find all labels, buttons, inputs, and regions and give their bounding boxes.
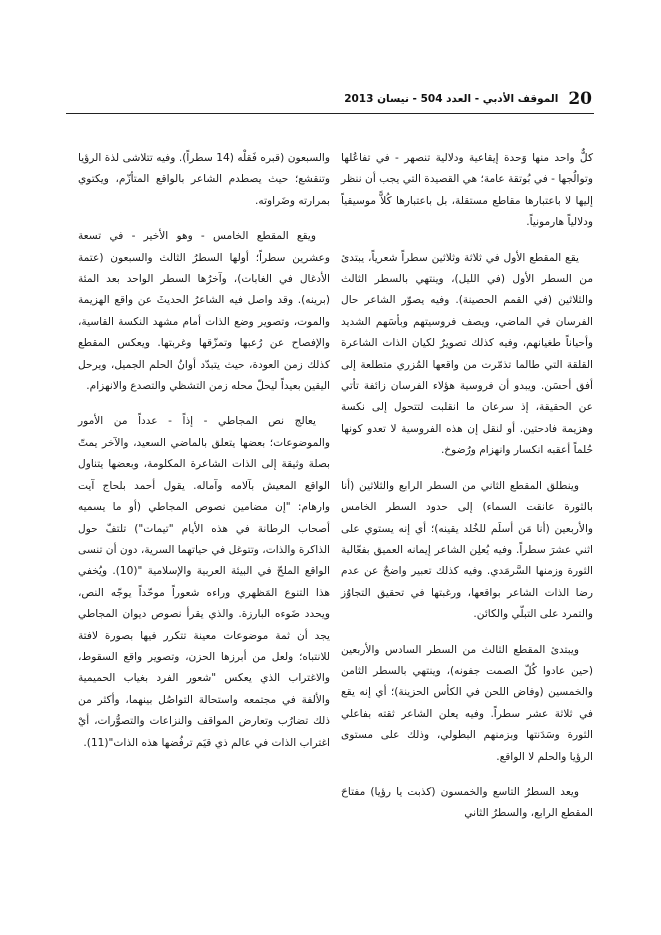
paragraph: يعالج نص المجاطي - إذاً - عدداً من الأمور والموضوعات؛ بعضها يتعلق بالماضي السعيد، والآخر يمتّ بصلة وثيقة إلى الذات الشاعرة المكلومة، وبعضها يتناول الواقع المعيش بآلامه وآماله. يقول أحمد بلحاج آيت وارهام: "إن مضامين نصوص المجاطي (أو ما يسميه أصحاب الرطانة في هذه الأيام "تيمات") تلتفّ حول الذاكرة والذات، وتتوغل في حياتهما السرية، دون أن تنسى الواقع الملحّ في البيئة العربية والإسلامية "(10). ويُخفي هذا التنوع المَظهري وراءه شعوراً موحّداً يوجّه النص، ويحدد ضَوءه البارزة. والذي يقرأ نصوص ديوان المجاطي يجد أن ثمة موضوعات معينة تتكرر فيها بصورة لافتة للانتباه؛ ولعل من أبرزها الحزن، وتصوير واقع السقوط، والاغتراب الذي يعكس "شعور الفرد بغياب الحميمية والألفة في مجتمعه واستحالة التواصُل بينهما، وأكثر من ذلك تضارُب وتعارض المواقف والنزاعات والتصوُّرات، أيْ اغتراب الذات في عالم ذي قيَم ترفُضها هذه الذات"(11). xyxy=(78,415,330,749)
page-header xyxy=(344,88,592,110)
running-title: الموقف الأدبي - العدد 504 - نيسان 2013 xyxy=(344,93,559,105)
paragraph: ويعد السطرُ التاسع والخمسون (كذبت يا رؤيا) مفتاحَ المقطع الرابع، والسطرُ الثاني xyxy=(341,785,593,820)
paragraph: ويقع المقطع الخامس - وهو الأخير - في تسعة وعشرين سطراً؛ أولها السطرُ الثالث والسبعون (عتمة الأدغال في الغابات)، وآخرُها السطر الواحد بعد المئة (برينه). وقد واصل فيه الشاعرُ الحديثَ عن واقع الهزيمة والموت، وتصوير وضع الذات أمام مشهد النكسة القاسية، والإفصاح عن رُعبها وتمزّقها وغربتها. ويعكس المقطع كذلك زمن العودة، حيث يتبدّد أوانُ الحلم الجميل، ويرحل اليقين بعيداً ليحلّ محله زمن التشظي والتصدع والانهزام. xyxy=(78,230,330,393)
page-number: 20 xyxy=(568,89,592,109)
right-column xyxy=(341,148,593,839)
paragraph: ويبتدئ المقطع الثالث من السطر السادس والأربعين (حين عادوا كُلّ الصمت جفونه)، وينتهي بالسطر الثامن والخمسين (وفاض اللحن في الكأس الحزينة)؛ أي إنه يقع في ثلاثة عشر سطراً. وفيه يعلن الشاعر ثقته بفاعلي الثورة وسَدَنتها وبزمنهم البطولي، وذلك على مستوى الرؤيا والحلم لا الواقع. xyxy=(341,643,593,763)
paragraph: كلٌّ واحد منها وَحدة إيقاعية ودلالية تنصهر - في تفاعُلها وتوالُجها - في بُوتقة عامة؛ هي القصيدة التي يجب أن ننظر إليها لا باعتبارها مقاطع مستقلة، بل باعتبارها كُلاًّ موسيقياً ودلالياً هارمونياً. xyxy=(341,152,593,229)
header-divider xyxy=(66,113,594,114)
paragraph: وينطلق المقطع الثاني من السطر الرابع والثلاثين (أنا بالثورة عانقت السماء) إلى حدود السطر الخامس والأربعين (أنا مَن أسلَم للخُلد يقينه)؛ أي إنه يستوي على اثني عشرَ سطراً. وفيه يُعلِن الشاعر إيمانه العميق بفعّالية الثورة وزمنها السَّرمَدي. وفيه كذلك تعبير واضحٌ عن عدم رضا الذات الشاعر بواقعها، ورغبتها في تحقيق التجاوُز والتمرد على التبلّي والكائن. xyxy=(341,479,593,621)
left-column xyxy=(78,148,330,768)
paragraph: يقع المقطع الأول في ثلاثة وثلاثين سطراً شعرياً، يبتدئ من السطر الأول (في الليل)، وينتهي بالسطر الثالث والثلاثين (في القمم الحصينة). وفيه يصوّر الشاعر حال الفرسان في الماضي، ويصف فروسيتهم وبأسَهم الشديد وأحياناً طغيانهم، وفيه كذلك تصويرٌ لكيان الذات الشاعرة القلقة التي طالما تذمّرت من واقعها المُزري متطلعة إلى أفق أحسَن. ويبدو أن فروسية هؤلاء الفرسان زائفة تأتي عن الحقيقة، إذ سرعان ما انقلبت لتتحول إلى نكسة وهزيمة فادحتين. أو لنقل إن هذه الفروسية لا تعدو كونها حُلماً أعقبه انكسار وانهزام ورُضوخ. xyxy=(341,251,593,457)
paragraph: والسبعون (قبره فَقلْه (14 سطراً). وفيه تتلاشى لذة الرؤيا وتنقشع؛ حيث يصطدم الشاعر بالواقع المتأزّم، ويكتوي بمرارته وضَراوته. xyxy=(78,152,330,207)
